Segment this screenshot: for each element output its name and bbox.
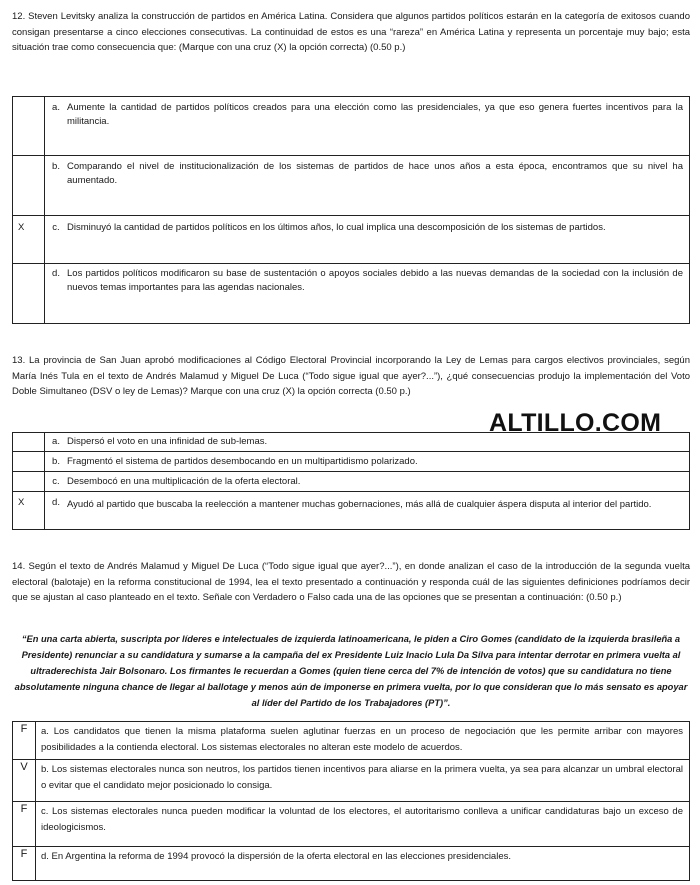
altillo-logo: ALTILLO.COM [489, 409, 662, 437]
q13-mark-b[interactable] [13, 452, 45, 472]
quoted-letter: “En una carta abierta, suscripta por líderes e intelectuales de izquierda latinoamericana, le piden a Ciro Gomes (candidato de la izquierda brasileña a Presidente) renunciar a su candidatura y sumarse a la campaña del ex Presidente Luiz Inacio Lula Da Silva para intentar derrotar en primera vuelta al ultraderechista Jair Bolsonaro. Los firmantes le recuerdan a Gomes (quien tiene cerca del 7% de intención de votos) que su candidatura no tiene absolutamente ninguna chance de llegar al ballotage y menos aún de imponerse en primera vuelta, por lo que consideran que lo más sensato es apoyar al líder del Partido de los Trabajadores (PT)”. [14, 634, 688, 708]
q13-option-d [13, 492, 690, 530]
q14-option-c [13, 802, 690, 847]
q12-letter-d: d. [45, 264, 68, 324]
q14-option-b [13, 760, 690, 802]
q13-option-b [13, 452, 690, 472]
q12-mark-b[interactable] [13, 156, 45, 216]
q14-option-a [13, 722, 690, 760]
q14-text-a: a. Los candidatos que tienen la misma plataforma suelen aglutinar fuerzas en un proceso de negociación que les permite arribar con mayores posibilidades a la contienda electoral. Los sistemas electorales no alteran este modelo de acuerdos. [36, 722, 690, 760]
q13-mark-a[interactable] [13, 433, 45, 452]
q13-text-b: Fragmentó el sistema de partidos desembocando en un multipartidismo polarizado. [67, 452, 690, 472]
q14-mark-d[interactable]: F [13, 847, 36, 881]
question-13-options [12, 432, 690, 530]
q14-mark-b[interactable]: V [13, 760, 36, 802]
q13-mark-c[interactable] [13, 472, 45, 492]
q12-mark-c[interactable]: X [13, 216, 45, 264]
question-14-options [12, 721, 690, 881]
q12-text-c: Disminuyó la cantidad de partidos políticos en los últimos años, lo cual implica una descomposición de los sistemas de partidos. [67, 216, 690, 264]
q13-text-d: Ayudó al partido que buscaba la reelección a mantener muchas gobernaciones, más allá de cualquier áspera disputa al interior del partido. [67, 492, 690, 530]
q13-mark-d[interactable]: X [13, 492, 45, 530]
q14-text-c: c. Los sistemas electorales nunca pueden modificar la voluntad de los electores, el autoritarismo conlleva a unificar candidaturas bajo un exceso de ideologicismos. [36, 802, 690, 847]
question-12-options [12, 96, 690, 324]
question-12-text: 12. Steven Levitsky analiza la construcción de partidos en América Latina. Considera que algunos partidos políticos estarán en la categoría de exitosos cuando consigan presentarse a cinco elecciones consecutivas. La continuidad de estos es una “rareza” en América Latina y representa un porcentaje muy bajo; esta situación trae como consecuencia que: (Marque con una cruz (X) la opción correcta) (0.50 p.) [12, 11, 690, 53]
q12-mark-d[interactable] [13, 264, 45, 324]
q14-text-d: d. En Argentina la reforma de 1994 provocó la dispersión de la oferta electoral en las elecciones presidenciales. [36, 847, 690, 881]
question-14-text: 14. Según el texto de Andrés Malamud y Miguel De Luca (“Todo sigue igual que ayer?...”), en donde analizan el caso de la introducción de la segunda vuelta electoral (balotaje) en la reforma constitucional de 1994, lea el texto presentado a continuación y responda cuál de las siguientes definiciones podríamos decir que se ajustan al caso planteado en el texto. Señale con Verdadero o Falso cada una de las opciones que se presentan a continuación: (0.50 p.) [12, 561, 690, 603]
q12-text-b: Comparando el nivel de institucionalización de los sistemas de partidos de hace unos años a esta época, encontramos que su nivel ha aumentado. [67, 156, 690, 216]
q12-text-d: Los partidos políticos modificaron su base de sustentación o apoyos sociales debido a las nuevas demandas de la sociedad con la inclusión de nuevos temas importantes para las agendas nacionales. [67, 264, 690, 324]
q12-letter-a: a. [45, 97, 68, 156]
q13-letter-a: a. [45, 433, 68, 452]
q13-text-a: Dispersó el voto en una infinidad de sub-lemas. [67, 433, 690, 452]
q12-option-a [13, 97, 690, 156]
q12-option-b [13, 156, 690, 216]
q12-text-a: Aumente la cantidad de partidos políticos creados para una elección como las presidenciales, ya que eso genera fuertes incentivos para la militancia. [67, 97, 690, 156]
q14-option-d [13, 847, 690, 881]
q14-mark-a[interactable]: F [13, 722, 36, 760]
q14-mark-c[interactable]: F [13, 802, 36, 847]
q12-option-d [13, 264, 690, 324]
q13-text-c: Desembocó en una multiplicación de la oferta electoral. [67, 472, 690, 492]
q12-mark-a[interactable] [13, 97, 45, 156]
q13-letter-d: d. [45, 492, 68, 530]
q12-option-c [13, 216, 690, 264]
q12-letter-b: b. [45, 156, 68, 216]
q14-text-b: b. Los sistemas electorales nunca son neutros, los partidos tienen incentivos para aliarse en la primera vuelta, ya sea para alcanzar un umbral electoral o evitar que el candidato mejor posicionado lo consiga. [36, 760, 690, 802]
question-13-text: 13. La provincia de San Juan aprobó modificaciones al Código Electoral Provincial incorporando la Ley de Lemas para cargos electivos provinciales, según María Inés Tula en el texto de Andrés Malamud y Miguel De Luca (“Todo sigue igual que ayer?...”), ¿qué consecuencias produjo la implementación del Voto Doble Simultaneo (DSV o ley de Lemas)? Marque con una cruz (X) la opción correcta (0.50 p.) [12, 355, 690, 397]
q12-letter-c: c. [45, 216, 68, 264]
q13-option-c [13, 472, 690, 492]
q13-letter-c: c. [45, 472, 68, 492]
q13-letter-b: b. [45, 452, 68, 472]
